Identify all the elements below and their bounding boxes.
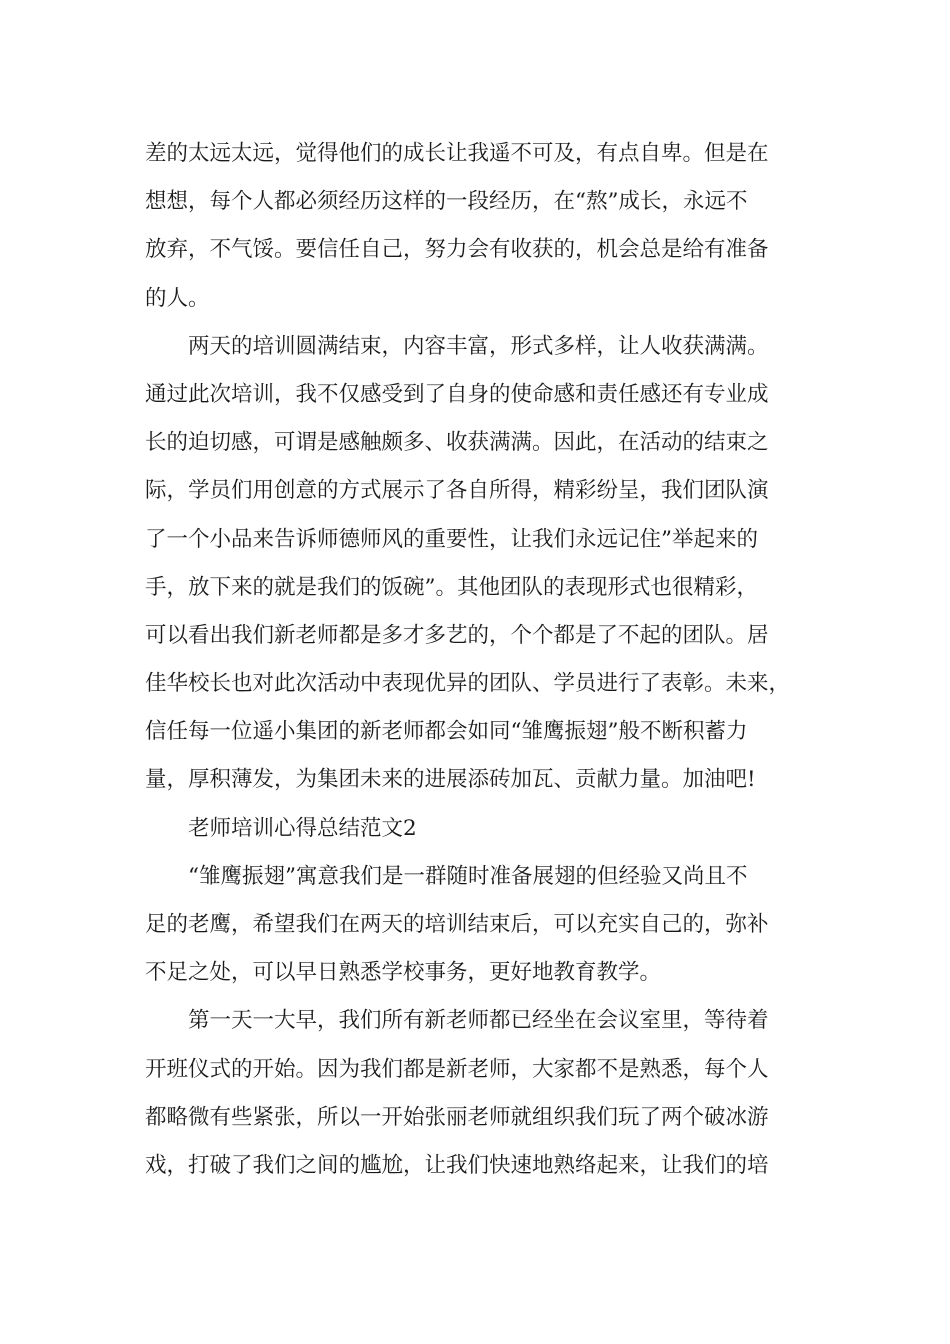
text-line: 佳华校长也对此次活动中表现优异的团队、学员进行了表彰。未来， [145,671,791,697]
text-line: 手，放下来的就是我们的饭碗”。其他团队的表现形式也很精彩， [145,574,758,600]
text-line: 想想，每个人都必须经历这样的一段经历，在“熬”成长，永远不 [145,189,748,215]
text-line: 际，学员们用创意的方式展示了各自所得，精彩纷呈，我们团队演 [145,478,769,504]
text-line: 了一个小品来告诉师德师风的重要性，让我们永远记住”举起来的 [145,526,758,552]
text-line: 差的太远太远，觉得他们的成长让我遥不可及，有点自卑。但是在 [145,141,769,166]
paragraph-start-line: “雏鹰振翅”寓意我们是一群随时准备展翅的但经验又尚且不 [188,863,748,889]
text-line: 放弃，不气馁。要信任自己，努力会有收获的，机会总是给有准备 [145,237,769,263]
text-line: 足的老鹰，希望我们在两天的培训结束后，可以充实自己的，弥补 [145,912,769,937]
text-line: 通过此次培训，我不仅感受到了自身的使命感和责任感还有专业成 [145,381,769,407]
text-line: 长的迫切感，可谓是感触颇多、收获满满。因此，在活动的结束之 [145,430,769,456]
text-line: 不足之处，可以早日熟悉学校事务，更好地教育教学。 [145,960,662,986]
document-body [145,130,825,1190]
text-line: 的人。 [145,285,210,311]
paragraph-start-line: 两天的培训圆满结束，内容丰富，形式多样，让人收获满满。 [188,333,769,359]
text-line: 戏，打破了我们之间的尴尬，让我们快速地熟络起来，让我们的培 [145,1152,769,1178]
text-line: 都略微有些紧张，所以一开始张丽老师就组织我们玩了两个破冰游 [145,1104,769,1130]
text-line: 量，厚积薄发，为集团未来的进展添砖加瓦、贡献力量。加油吧! [145,767,756,793]
paragraph-start-line: 第一天一大早，我们所有新老师都已经坐在会议室里，等待着 [188,1008,769,1034]
text-line: 信任每一位遥小集团的新老师都会如同“雏鹰振翅”般不断积蓄力 [145,719,748,745]
text-line: 可以看出我们新老师都是多才多艺的，个个都是了不起的团队。居 [145,622,769,648]
section-heading: 老师培训心得总结范文2 [188,815,417,841]
text-line: 开班仪式的开始。因为我们都是新老师，大家都不是熟悉，每个人 [145,1056,769,1082]
